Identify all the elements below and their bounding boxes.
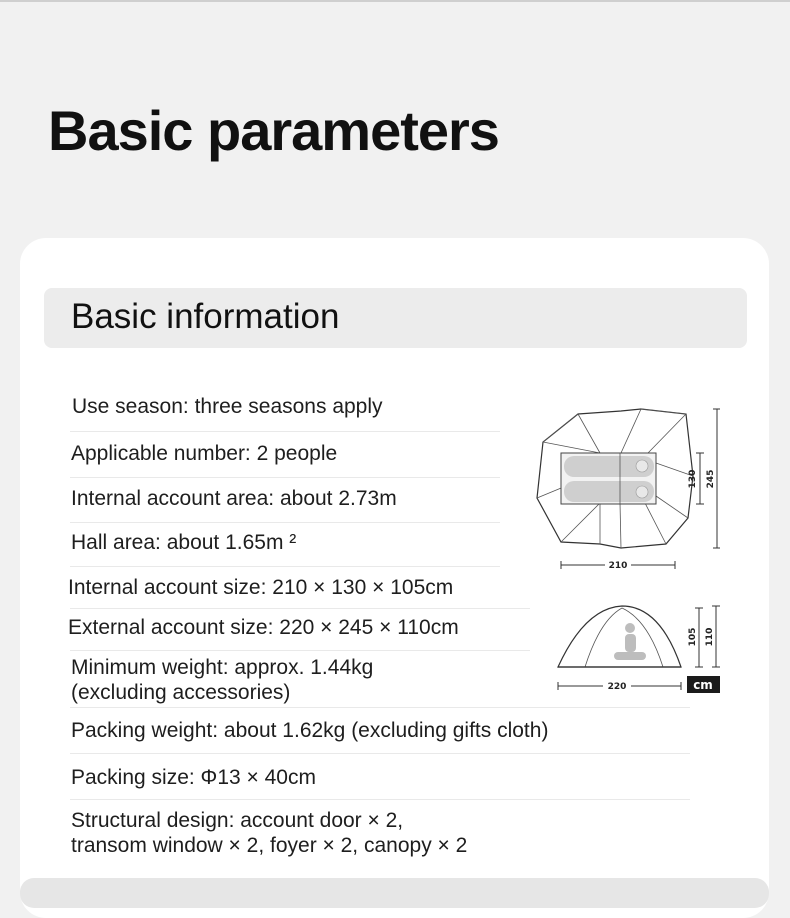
- tent-top-view: [537, 409, 693, 548]
- row-divider: [70, 431, 500, 432]
- parameters-card: [20, 238, 769, 918]
- spec-row-packing-weight: Packing weight: about 1.62kg (excluding gifts cloth): [71, 719, 549, 742]
- top-border-line: [0, 0, 790, 2]
- spec-row-external-size: External account size: 220 × 245 × 110cm: [68, 616, 459, 639]
- pillow-upper: [636, 460, 648, 472]
- row-divider: [70, 477, 500, 478]
- row-divider: [70, 608, 530, 609]
- page-title: Basic parameters: [48, 99, 499, 162]
- dim-inner-width-label: 130: [688, 469, 698, 489]
- structural-design-line1: Structural design: account door × 2,: [71, 809, 404, 832]
- row-divider: [70, 799, 690, 800]
- tent-dimension-diagram: [530, 408, 720, 708]
- row-divider: [70, 753, 690, 754]
- spec-row-packing-size: Packing size: Φ13 × 40cm: [71, 766, 316, 789]
- tent-side-view: [558, 606, 681, 667]
- dim-outer-width-label: 245: [706, 469, 716, 489]
- section-header: [44, 288, 747, 348]
- spec-row-minimum-weight: [71, 655, 373, 705]
- dim-side-length-label: 220: [607, 682, 627, 692]
- spec-row-use-season: Use season: three seasons apply: [72, 395, 383, 418]
- next-card-edge: [20, 878, 769, 908]
- dim-outer-height-label: 110: [705, 627, 715, 647]
- spec-row-internal-area: Internal account area: about 2.73m: [71, 487, 397, 510]
- structural-design-line2: transom window × 2, foyer × 2, canopy × 2: [71, 834, 468, 857]
- minimum-weight-line1: Minimum weight: approx. 1.44kg: [71, 656, 374, 679]
- row-divider: [70, 522, 500, 523]
- pillow-lower: [636, 486, 648, 498]
- spec-row-hall-area: Hall area: about 1.65m ²: [71, 531, 297, 554]
- unit-badge-label: cm: [693, 678, 713, 692]
- row-divider: [70, 566, 500, 567]
- minimum-weight-line2: (excluding accessories): [71, 681, 291, 704]
- row-divider: [70, 650, 530, 651]
- spec-row-structural-design: [71, 808, 467, 858]
- dim-length-label: 210: [608, 561, 628, 571]
- dim-inner-height-label: 105: [688, 627, 698, 647]
- section-title: Basic information: [71, 297, 340, 336]
- spec-row-internal-size: Internal account size: 210 × 130 × 105cm: [68, 576, 454, 599]
- spec-row-applicable-number: Applicable number: 2 people: [71, 442, 338, 465]
